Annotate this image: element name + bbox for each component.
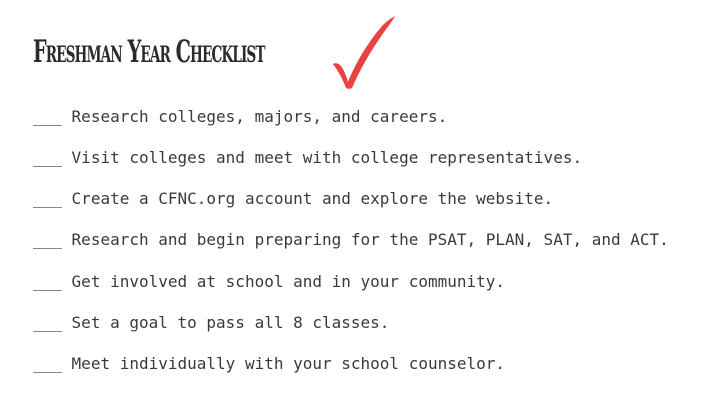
checklist-item xyxy=(33,146,693,170)
checklist-item-text: Research colleges, majors, and careers. xyxy=(71,107,448,126)
checkmark-icon xyxy=(327,12,402,90)
checklist xyxy=(33,105,693,393)
checklist-item-text: Set a goal to pass all 8 classes. xyxy=(71,313,390,332)
checklist-item xyxy=(33,352,693,376)
checkmark-stroke xyxy=(333,16,395,89)
checkbox-blank[interactable]: ___ xyxy=(33,354,62,373)
checklist-item-text: Meet individually with your school counselor. xyxy=(71,354,506,373)
checkbox-blank[interactable]: ___ xyxy=(33,148,62,167)
checkbox-blank[interactable]: ___ xyxy=(33,107,62,126)
checklist-item-text: Get involved at school and in your community. xyxy=(71,272,506,291)
checkbox-blank[interactable]: ___ xyxy=(33,189,62,208)
checklist-item xyxy=(33,187,693,211)
checklist-item-text: Visit colleges and meet with college representatives. xyxy=(71,148,583,167)
checklist-item xyxy=(33,105,693,129)
checkbox-blank[interactable]: ___ xyxy=(33,313,62,332)
checklist-item xyxy=(33,311,693,335)
checkbox-blank[interactable]: ___ xyxy=(33,230,62,249)
slide-title: Freshman Year Checklist xyxy=(33,34,265,70)
checklist-item-text: Create a CFNC.org account and explore the website. xyxy=(71,189,554,208)
checklist-item-text: Research and begin preparing for the PSAT, PLAN, SAT, and ACT. xyxy=(71,230,669,249)
checkbox-blank[interactable]: ___ xyxy=(33,272,62,291)
checklist-item xyxy=(33,228,693,252)
checklist-item xyxy=(33,270,693,294)
